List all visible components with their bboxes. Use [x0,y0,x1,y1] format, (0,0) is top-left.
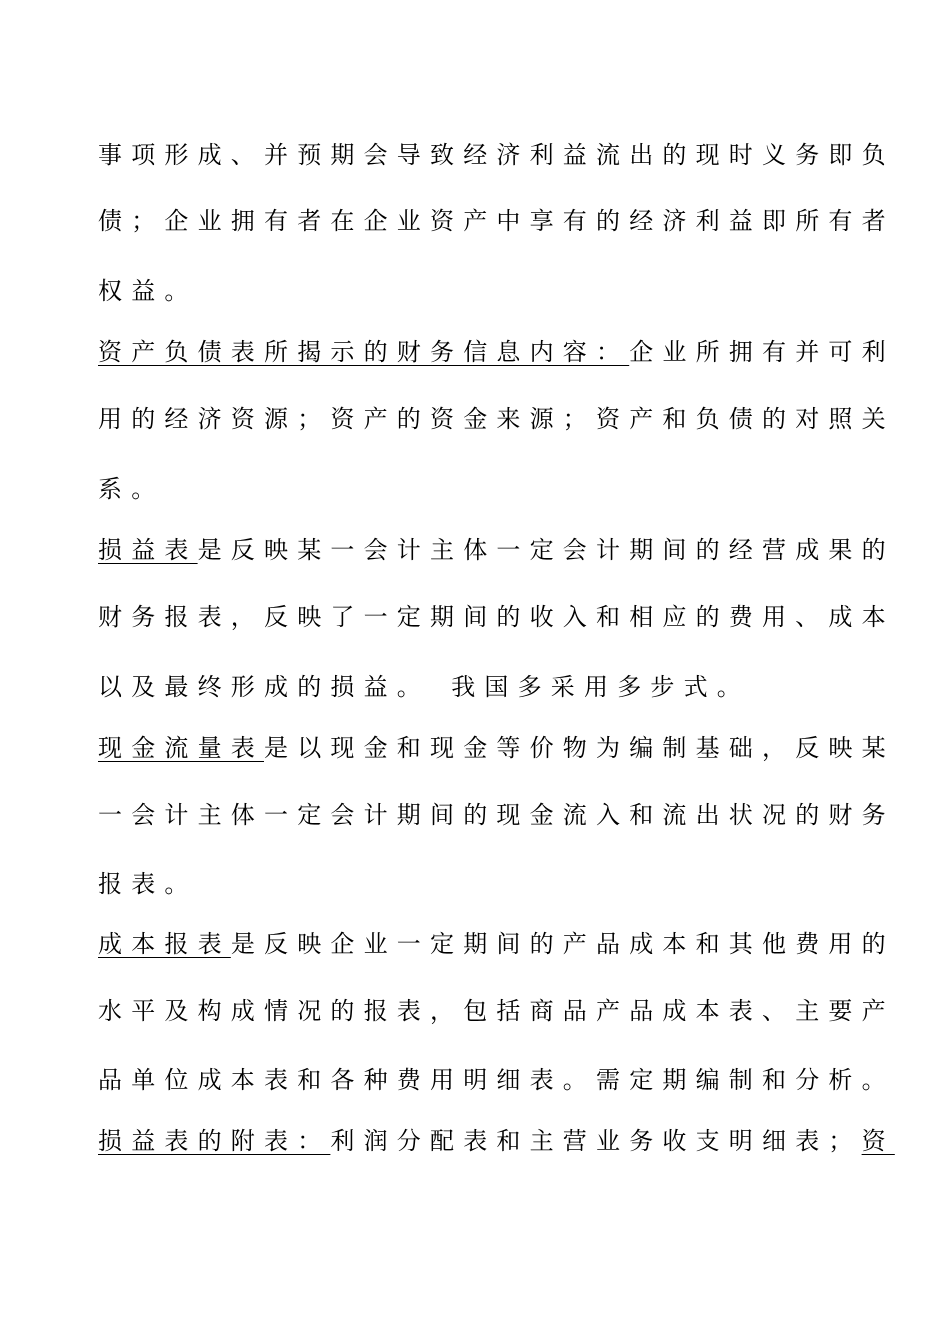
text-line [98,404,895,434]
text-line [98,602,895,632]
line-text: 报表。 [98,870,198,898]
underlined-term: 现金流量表 [98,734,264,762]
line-text: 利润分配表和主营业务收支明细表； [330,1127,862,1155]
line-text: 财务报表，反映了一定期间的收入和相应的费用、成本 [98,603,895,631]
text-line [98,929,895,959]
line-text: 权益。 [98,277,198,305]
text-line [98,337,895,367]
underlined-term: 损益表 [98,536,198,564]
text-line [98,474,858,504]
line-text: 一会计主体一定会计期间的现金流入和流出状况的财务 [98,801,895,829]
text-line [98,1126,895,1156]
line-text: 是反映某一会计主体一定会计期间的经营成果的 [197,536,895,564]
text-line [98,869,858,899]
text-line [98,535,895,565]
text-line [98,800,895,830]
text-line [98,1065,895,1095]
line-text: 是反映企业一定期间的产品成本和其他费用的 [230,930,895,958]
line-text: 系。 [98,475,165,503]
text-line [98,996,895,1026]
underlined-term: 资 [861,1127,895,1155]
underlined-term: 成本报表 [98,930,231,958]
underlined-term: 资产负债表所揭示的财务信息内容： [98,338,630,366]
line-text: 品单位成本表和各种费用明细表。需定期编制和分析。 [98,1066,895,1094]
line-text: 以及最终形成的损益。 我国多采用多步式。 [98,673,750,701]
line-text: 用的经济资源；资产的资金来源；资产和负债的对照关 [98,405,895,433]
text-line [98,276,858,306]
line-text: 是以现金和现金等价物为编制基础，反映某 [264,734,895,762]
text-line [98,140,895,170]
text-line [98,733,895,763]
text-line [98,672,858,702]
line-text: 水平及构成情况的报表，包括商品产品成本表、主要产 [98,997,895,1025]
line-text: 事项形成、并预期会导致经济利益流出的现时义务即负 [98,141,895,169]
line-text: 债；企业拥有者在企业资产中享有的经济利益即所有者 [98,207,895,235]
text-line [98,206,895,236]
line-text: 企业所拥有并可利 [629,338,895,366]
underlined-term: 损益表的附表： [98,1127,331,1155]
